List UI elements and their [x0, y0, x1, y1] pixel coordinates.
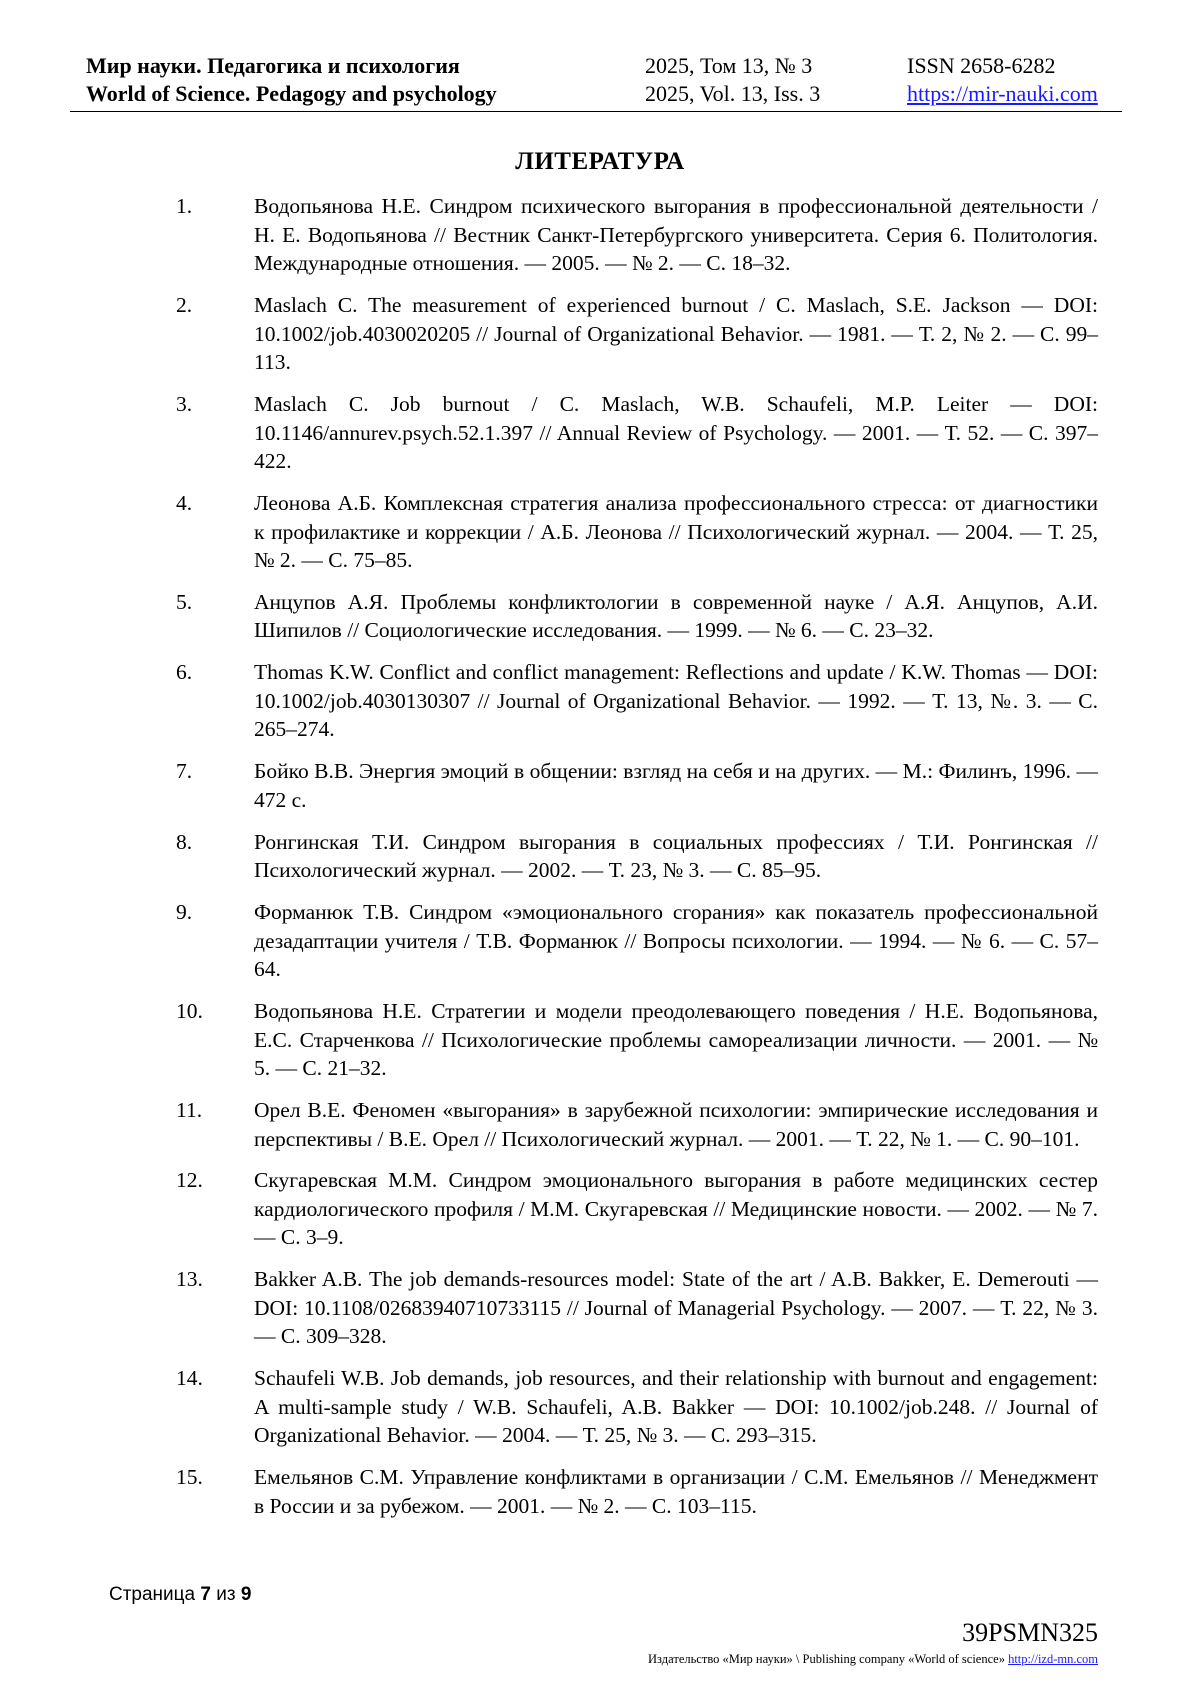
- reference-text: Скугаревская М.М. Синдром эмоционального выгорания в работе медицинских сестер кардиологического профиля / М.М. Скугаревская // Медицинские новости. — 2002. — № 7. — С. 3–9.: [254, 1168, 1098, 1250]
- issue-info: [645, 52, 820, 108]
- reference-number: 8.: [176, 829, 193, 854]
- reference-item: [176, 1364, 1098, 1450]
- reference-text: Maslach C. Job burnout / C. Maslach, W.B. Schaufeli, M.P. Leiter — DOI: 10.1146/annurev.psych.52.1.397 // Annual Review of Psychology. — 2001. — Т. 52. — С. 397–422.: [254, 391, 1098, 474]
- page-header: [86, 52, 1122, 112]
- reference-text: Форманюк Т.В. Синдром «эмоционального сгорания» как показатель профессиональной дезадаптации учителя / Т.В. Форманюк // Вопросы психологии. — 1994. — № 6. — С. 57–64.: [254, 899, 1098, 982]
- reference-item: [176, 658, 1098, 744]
- publisher-text: Издательство «Мир науки» \ Publishing company «World of science»: [648, 1652, 1005, 1666]
- reference-number: 6.: [176, 660, 193, 685]
- reference-text: Schaufeli W.B. Job demands, job resources, and their relationship with burnout and engagement: A multi-sample study / W.B. Schaufeli, A.B. Bakker — DOI: 10.1002/job.248. // Journal of Organizational Behavior. — 2004. — Т. 25, № 3. — С. 293–315.: [254, 1366, 1098, 1448]
- reference-text: Maslach C. The measurement of experienced burnout / C. Maslach, S.E. Jackson — DOI: 10.1002/job.4030020205 // Journal of Organizational Behavior. — 1981. — Т. 2, № 2. — С. 99–113.: [254, 292, 1098, 375]
- reference-text: Леонова А.Б. Комплексная стратегия анализа профессионального стресса: от диагностики к профилактике и коррекции / А.Б. Леонова // Психологический журнал. — 2004. — Т. 25, № 2. — С. 75–85.: [254, 490, 1098, 573]
- reference-text: Бойко В.В. Энергия эмоций в общении: взгляд на себя и на других. — М.: Филинъ, 1996. — 472 с.: [254, 759, 1098, 812]
- reference-item: [176, 898, 1098, 984]
- journal-title: [86, 52, 497, 108]
- issue-ru: 2025, Том 13, № 3: [645, 53, 813, 78]
- reference-number: 12.: [176, 1168, 203, 1193]
- reference-item: [176, 1265, 1098, 1351]
- reference-text: Thomas K.W. Conflict and conflict management: Reflections and update / K.W. Thomas — DOI: 10.1002/job.4030130307 // Journal of Organizational Behavior. — 1992. — Т. 13, №. 3. — С. 265–274.: [254, 660, 1098, 742]
- reference-text: Анцупов А.Я. Проблемы конфликтологии в современной науке / А.Я. Анцупов, А.И. Шипилов // Социологические исследования. — 1999. — № 6. — С. 23–32.: [254, 589, 1098, 643]
- issn-block: [907, 52, 1098, 108]
- journal-link[interactable]: https://mir-nauki.com: [907, 81, 1098, 106]
- reference-item: [176, 291, 1098, 377]
- page-sep: из: [216, 1584, 236, 1605]
- reference-number: 11.: [176, 1097, 203, 1122]
- reference-number: 1.: [176, 194, 193, 218]
- article-code: 39PSMN325: [962, 1618, 1098, 1647]
- reference-text: Водопьянова Н.Е. Стратегии и модели преодолевающего поведения / Н.Е. Водопьянова, Е.С. Старченкова // Психологические проблемы самореализации личности. — 2001. — № 5. — С. 21–32.: [254, 998, 1098, 1081]
- reference-number: 9.: [176, 899, 193, 924]
- reference-number: 2.: [176, 292, 193, 317]
- reference-text: Ронгинская Т.И. Синдром выгорания в социальных профессиях / Т.И. Ронгинская // Психологический журнал. — 2002. — Т. 23, № 3. — С. 85–95.: [254, 829, 1098, 883]
- page-current: 7: [200, 1584, 211, 1605]
- journal-title-en: World of Science. Pedagogy and psychology: [86, 81, 497, 106]
- page-counter: [109, 1584, 251, 1606]
- page-label: Страница: [109, 1584, 196, 1605]
- page-total: 9: [240, 1584, 252, 1605]
- reference-item: [176, 757, 1098, 814]
- reference-text: Bakker A.B. The job demands-resources model: State of the art / A.B. Bakker, E. Demerouti — DOI: 10.1108/02683940710733115 // Journal of Managerial Psychology. — 2007. — Т. 22, № 3. — С. 309–328.: [254, 1267, 1098, 1349]
- journal-title-ru: Мир науки. Педагогика и психология: [86, 53, 460, 78]
- reference-number: 13.: [176, 1267, 203, 1292]
- reference-text: Водопьянова Н.Е. Синдром психического выгорания в профессиональной деятельности / Н. Е. Водопьянова // Вестник Санкт-Петербургского университета. Серия 6. Политология. Международные отношения. — 2005. — № 2. — С. 18–32.: [254, 194, 1098, 276]
- reference-number: 14.: [176, 1366, 203, 1391]
- reference-item: [176, 192, 1098, 278]
- reference-number: 10.: [176, 998, 203, 1023]
- reference-text: Емельянов С.М. Управление конфликтами в организации / С.М. Емельянов // Менеджмент в России и за рубежом. — 2001. — № 2. — С. 103–115.: [254, 1465, 1098, 1518]
- reference-item: [176, 390, 1098, 476]
- reference-item: [176, 1166, 1098, 1252]
- issue-en: 2025, Vol. 13, Iss. 3: [645, 81, 821, 106]
- reference-number: 15.: [176, 1465, 203, 1490]
- issn: ISSN 2658-6282: [907, 53, 1056, 78]
- reference-item: [176, 1096, 1098, 1153]
- reference-number: 5.: [176, 589, 193, 614]
- reference-item: [176, 828, 1098, 885]
- reference-text: Орел В.Е. Феномен «выгорания» в зарубежной психологии: эмпирические исследования и перспективы / В.Е. Орел // Психологический журнал. — 2001. — Т. 22, № 1. — С. 90–101.: [254, 1097, 1098, 1151]
- publisher-link[interactable]: http://izd-mn.com: [1008, 1652, 1098, 1666]
- publisher-line: [648, 1652, 1098, 1667]
- reference-number: 7.: [176, 759, 193, 784]
- reference-item: [176, 997, 1098, 1083]
- reference-item: [176, 489, 1098, 575]
- header-divider: [70, 111, 1122, 112]
- section-title: ЛИТЕРАТУРА: [515, 148, 685, 175]
- reference-item: [176, 1463, 1098, 1520]
- reference-number: 4.: [176, 490, 193, 515]
- reference-item: [176, 588, 1098, 645]
- reference-list: [176, 192, 1098, 1534]
- reference-number: 3.: [176, 391, 193, 416]
